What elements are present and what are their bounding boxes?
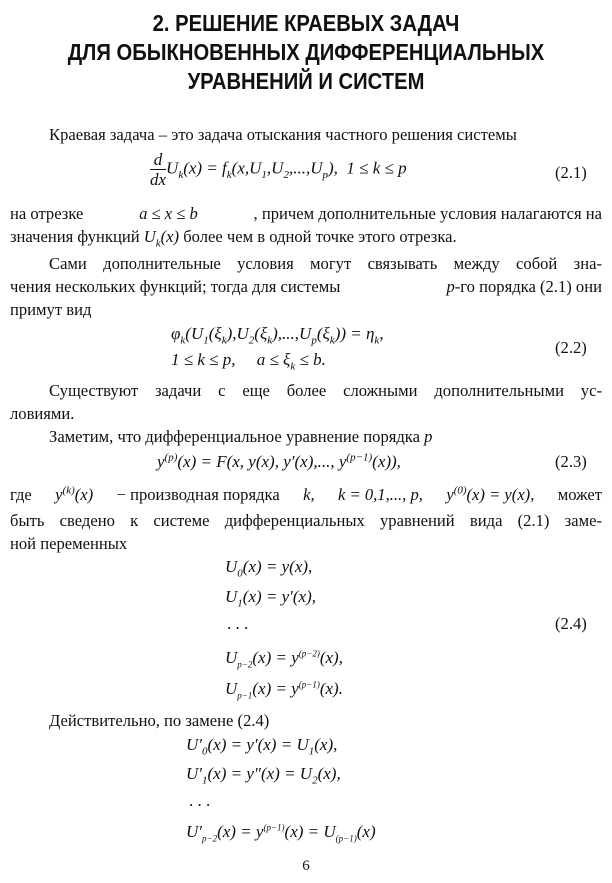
paragraph-2-line-2: значения функций $U_k(x)$ более чем в одной точке этого отрезка. <box>10 227 457 250</box>
equation-substitution-row-4: $U'_{p-2}(x) = y^{(p-1)}(x) = U_{(p-1)}(x)$ <box>186 822 376 844</box>
equation-substitution-row-2: $U'_1(x) = y''(x) = U_2(x)$, <box>186 764 341 787</box>
section-heading-line-1: 2. РЕШЕНИЕ КРАЕВЫХ ЗАДАЧ <box>152 10 460 36</box>
equation-substitution-row-1: $U'_0(x) = y'(x) = U_1(x)$, <box>186 735 338 758</box>
equation-2-4-row-1: $U_0(x) = y(x)$, <box>225 557 313 580</box>
paragraph-3-line-1: Сами дополнительные условия могут связывать между собой зна- <box>49 254 602 273</box>
equation-2-4-row-5: $U_{p-1}(x) = y^{(p-1)}(x)$. <box>225 679 343 701</box>
paragraph-3-line-3: примут вид <box>10 300 92 319</box>
equation-2-4-row-4: $U_{p-2}(x) = y^{(p-2)}(x)$, <box>225 648 343 670</box>
equation-substitution-dots: . . . <box>189 791 211 810</box>
paragraph-4-line-1: Существуют задачи с еще более сложными дополнительными ус- <box>49 381 602 400</box>
section-heading-line-2: ДЛЯ ОБЫКНОВЕННЫХ ДИФФЕРЕНЦИАЛЬНЫХ <box>67 39 545 65</box>
paragraph-2-line-1: на отрезке a ≤ x ≤ b , причем дополнительные условия налагаются на <box>10 204 602 223</box>
equation-2-2-row-1: $\varphi_k(U_1(\xi_k),U_2(\xi_k),...,U_p(\xi_k)) = \eta_k$, <box>171 324 384 347</box>
equation-2-2-row-2: 1 ≤ k ≤ p, $a \le \xi_k \le b$. <box>171 350 326 373</box>
equation-number-2-3: (2.3) <box>555 452 587 471</box>
equation-2-4-dots: . . . <box>227 614 249 633</box>
equation-number-2-1: (2.1) <box>555 163 587 182</box>
paragraph-4-line-2: ловиями. <box>10 404 75 423</box>
derivative-fraction: $\frac{d}{dx}$ <box>150 150 167 189</box>
equation-2-1: $\frac{d}{dx}$ $U_k(x) = f_k(x,U_1,U_2,...,U_p)$, 1 ≤ k ≤ p <box>150 150 407 189</box>
paragraph-6-line-1: где $y^{(k)}(x)$ − производная порядка k, k = 0,1,..., p, $y^{(0)}(x) = y(x)$, может <box>10 484 602 504</box>
equation-number-2-2: (2.2) <box>555 338 587 357</box>
equation-2-3: $y^{(p)}(x) = F(x$, y(x), y′(x),..., $y^{(p-1)}(x)$), <box>157 451 401 471</box>
paragraph-7-line-1: Действительно, по замене (2.4) <box>49 711 270 730</box>
section-heading-line-3: УРАВНЕНИЙ И СИСТЕМ <box>187 68 425 94</box>
paragraph-5-line-1: Заметим, что дифференциальное уравнение порядка p <box>49 427 433 446</box>
page-number: 6 <box>302 858 310 874</box>
paragraph-6-line-2: быть сведено к системе дифференциальных уравнений вида (2.1) заме- <box>10 511 602 530</box>
paragraph-6-line-3: ной переменных <box>10 534 128 553</box>
equation-number-2-4: (2.4) <box>555 614 587 633</box>
paragraph-3-line-2: чения нескольких функций; тогда для системы p-го порядка (2.1) они <box>10 277 602 296</box>
equation-2-4-row-2: $U_1(x) = y'(x)$, <box>225 587 317 610</box>
paragraph-1-line-1: Краевая задача – это задача отыскания частного решения системы <box>49 125 517 144</box>
